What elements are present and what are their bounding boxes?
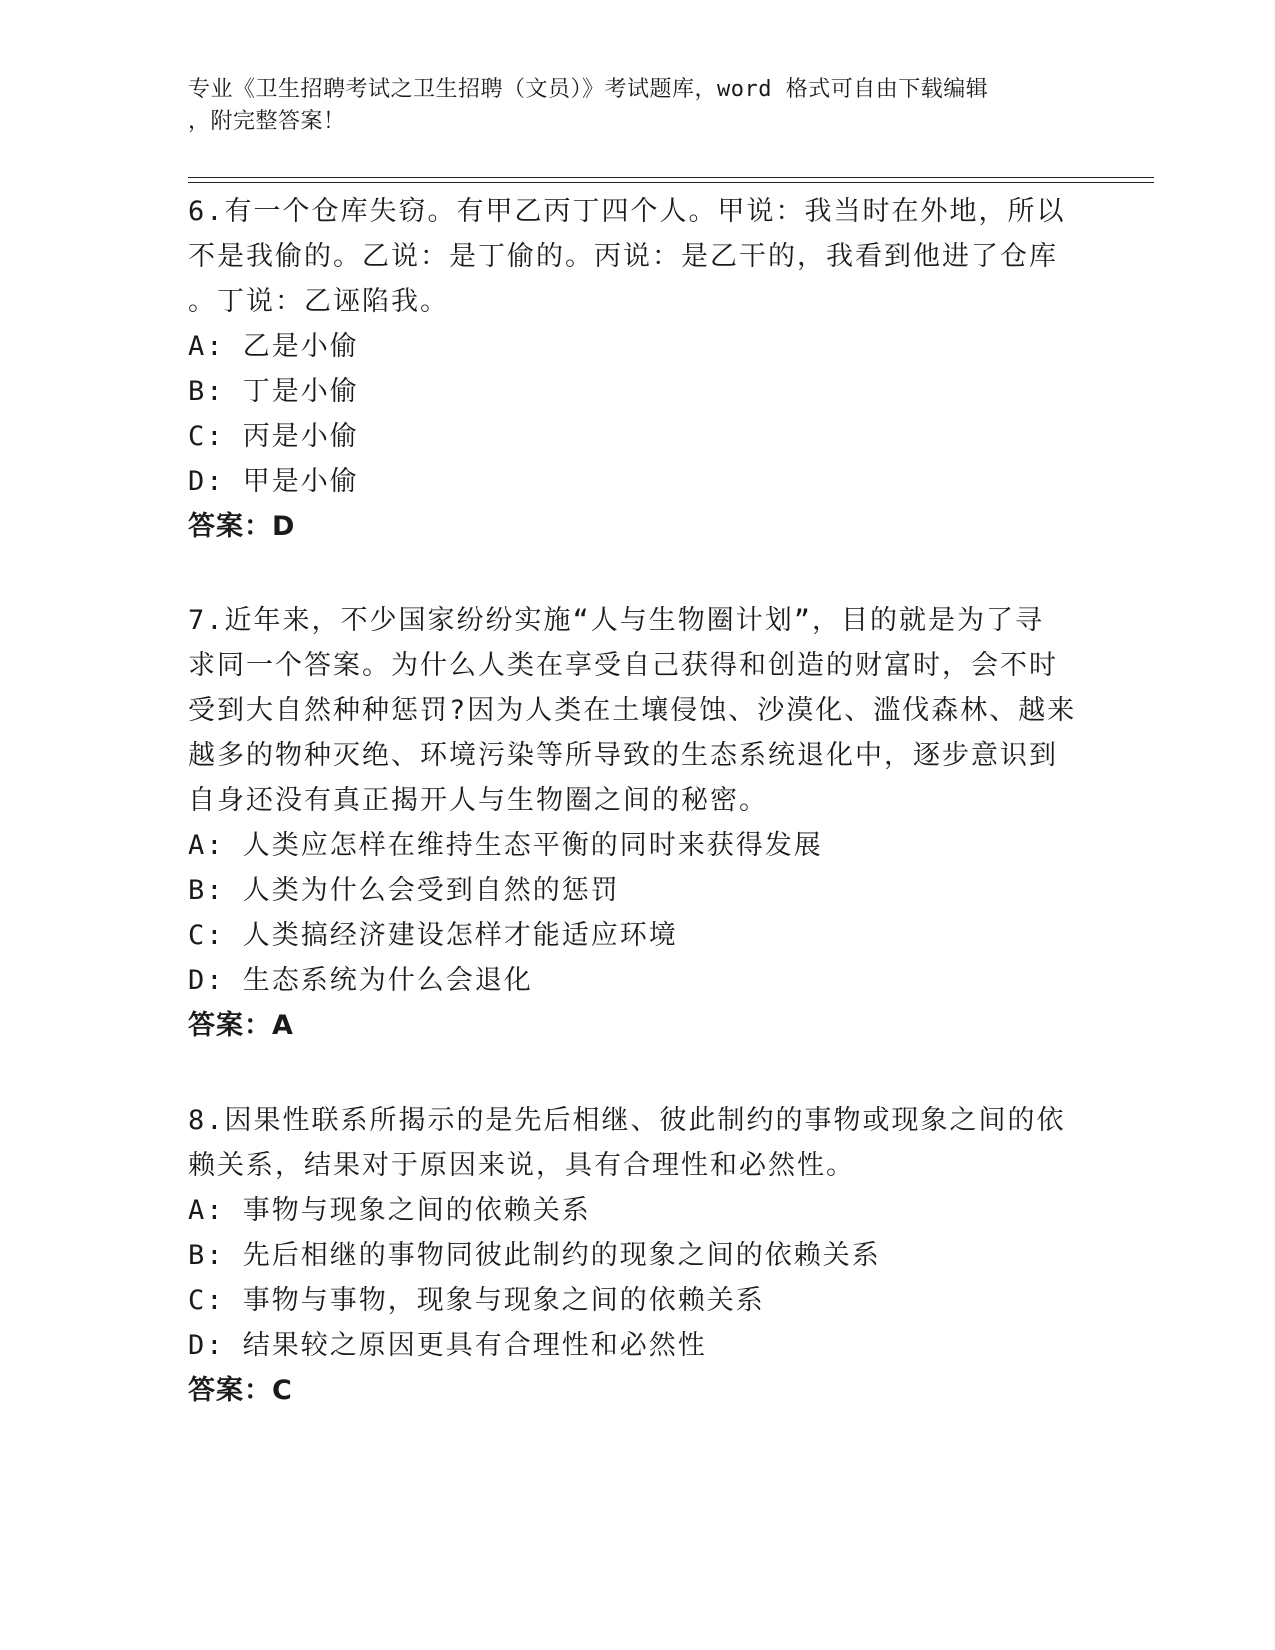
question-6 xyxy=(188,189,1088,549)
question-stem-line: 越多的物种灭绝、环境污染等所导致的生态系统退化中，逐步意识到 xyxy=(188,740,1058,771)
question-stem-line: 6.有一个仓库失窃。有甲乙丙丁四个人。甲说：我当时在外地，所以 xyxy=(188,196,1066,227)
option-c: C: 事物与事物，现象与现象之间的依赖关系 xyxy=(188,1285,765,1316)
header-divider-bottom xyxy=(188,182,1154,183)
option-b: B: 先后相继的事物同彼此制约的现象之间的依赖关系 xyxy=(188,1240,881,1271)
option-a: A: 乙是小偷 xyxy=(188,331,359,362)
header-line-1: 专业《卫生招聘考试之卫生招聘（文员）》考试题库，word 格式可自由下载编辑 xyxy=(188,77,989,102)
question-7 xyxy=(188,598,1088,1048)
question-stem-line: 赖关系，结果对于原因来说，具有合理性和必然性。 xyxy=(188,1150,855,1181)
answer: 答案：A xyxy=(188,1010,294,1041)
option-d: D: 生态系统为什么会退化 xyxy=(188,965,533,996)
question-stem-line: 自身还没有真正揭开人与生物圈之间的秘密。 xyxy=(188,785,768,816)
question-stem-line: 受到大自然种种惩罚?因为人类在土壤侵蚀、沙漠化、滥伐森林、越来 xyxy=(188,695,1077,726)
option-a: A: 人类应怎样在维持生态平衡的同时来获得发展 xyxy=(188,830,823,861)
option-d: D: 甲是小偷 xyxy=(188,466,359,497)
answer: 答案：C xyxy=(188,1375,293,1406)
answer: 答案：D xyxy=(188,511,296,542)
option-a: A: 事物与现象之间的依赖关系 xyxy=(188,1195,591,1226)
option-d: D: 结果较之原因更具有合理性和必然性 xyxy=(188,1330,707,1361)
header-divider-top xyxy=(188,177,1154,178)
option-b: B: 丁是小偷 xyxy=(188,376,359,407)
question-stem-line: 。丁说：乙诬陷我。 xyxy=(188,286,449,317)
question-8 xyxy=(188,1098,1088,1413)
header-line-2: ，附完整答案！ xyxy=(188,109,346,134)
question-stem-line: 不是我偷的。乙说：是丁偷的。丙说：是乙干的，我看到他进了仓库 xyxy=(188,241,1058,272)
question-stem-line: 8.因果性联系所揭示的是先后相继、彼此制约的事物或现象之间的依 xyxy=(188,1105,1066,1136)
question-stem-line: 求同一个答案。为什么人类在享受自己获得和创造的财富时，会不时 xyxy=(188,650,1058,681)
document-header xyxy=(188,74,1068,138)
option-c: C: 人类搞经济建设怎样才能适应环境 xyxy=(188,920,678,951)
option-c: C: 丙是小偷 xyxy=(188,421,359,452)
option-b: B: 人类为什么会受到自然的惩罚 xyxy=(188,875,620,906)
question-stem-line: 7.近年来，不少国家纷纷实施“人与生物圈计划”，目的就是为了寻 xyxy=(188,605,1045,636)
